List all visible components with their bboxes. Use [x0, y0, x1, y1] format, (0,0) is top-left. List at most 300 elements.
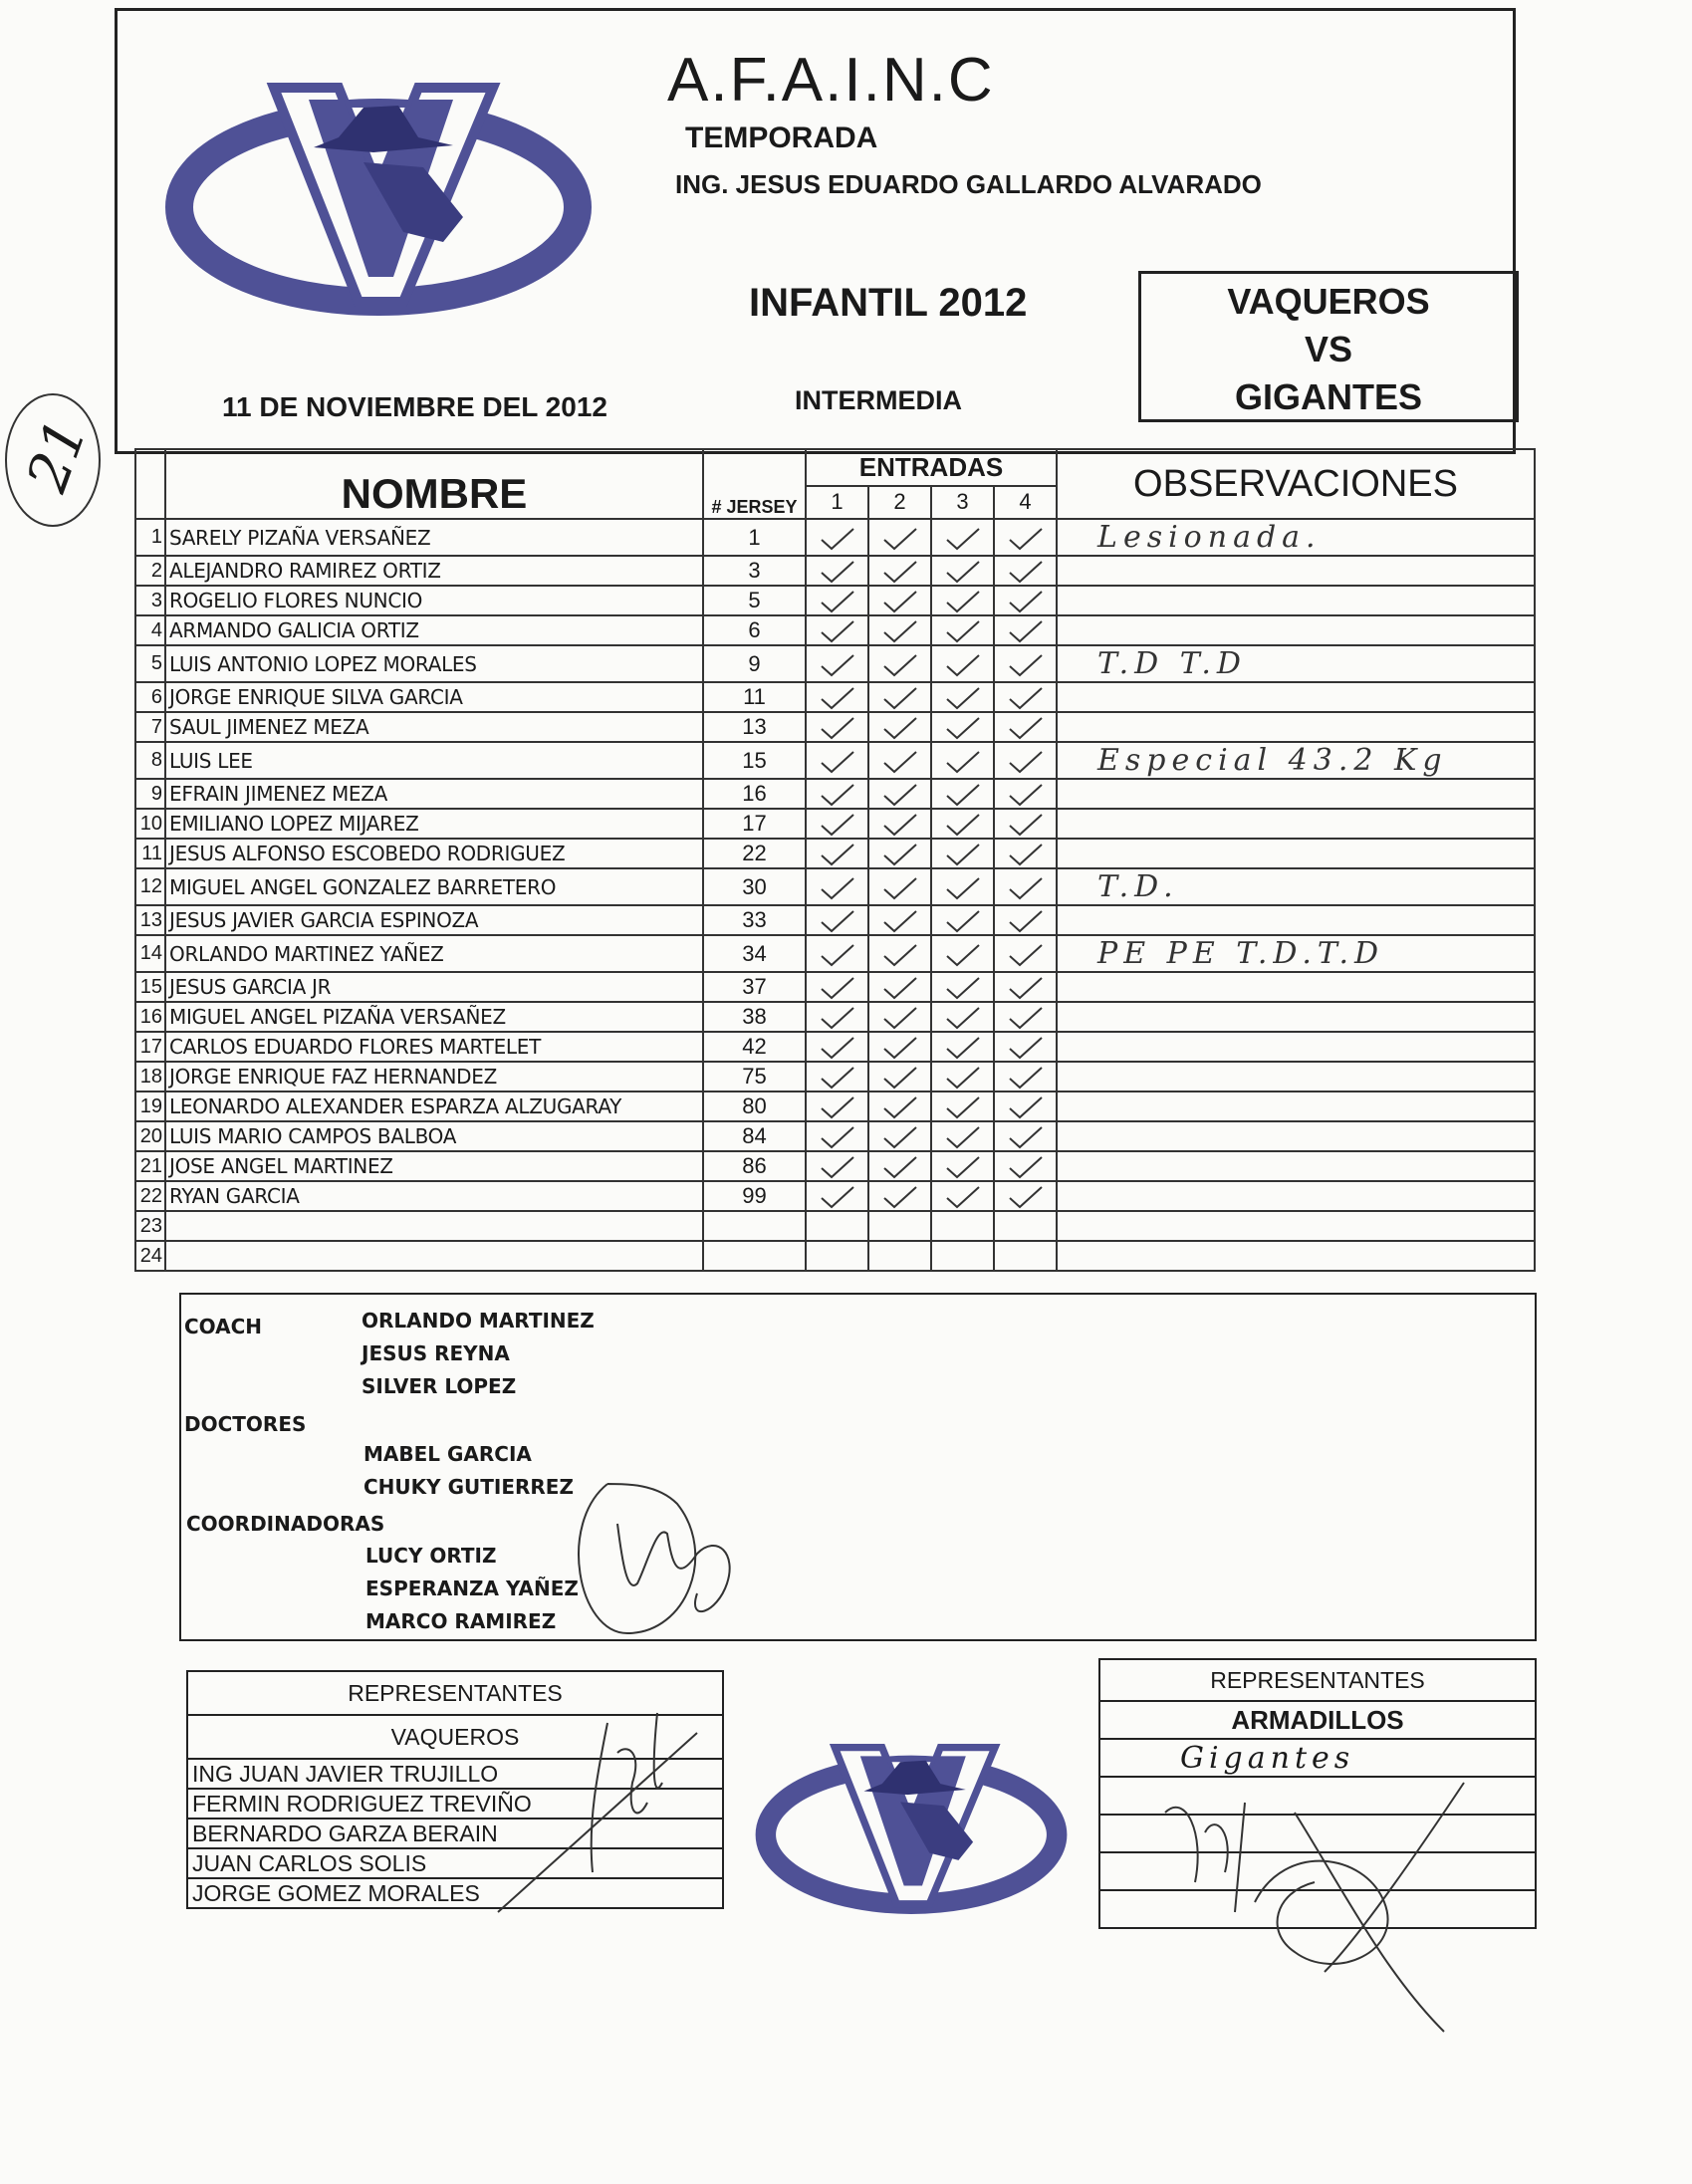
inning-cell — [994, 1211, 1057, 1241]
jersey-header: # JERSEY — [703, 449, 806, 519]
checkmark-icon — [880, 782, 920, 808]
player-name: JORGE ENRIQUE FAZ HERNANDEZ — [165, 1062, 703, 1092]
checkmark-icon — [943, 1035, 983, 1061]
jersey-number: 16 — [703, 779, 806, 809]
checkmark-icon — [818, 589, 857, 614]
reps-left-header: REPRESENTANTES — [187, 1671, 723, 1715]
checkmark-icon — [880, 1005, 920, 1031]
checkmark-icon — [880, 749, 920, 775]
player-name: LUIS MARIO CAMPOS BALBOA — [165, 1121, 703, 1151]
checkmark-icon — [1006, 652, 1046, 678]
rep-name: BERNARDO GARZA BERAIN — [187, 1819, 723, 1848]
player-name: ALEJANDRO RAMIREZ ORTIZ — [165, 556, 703, 586]
inning-cell — [994, 742, 1057, 779]
roster-row — [135, 1032, 1535, 1062]
inning-cell — [806, 1181, 868, 1211]
jersey-number: 3 — [703, 556, 806, 586]
checkmark-icon — [880, 1035, 920, 1061]
coordinator-name: ESPERANZA YAÑEZ — [365, 1577, 579, 1600]
inning-cell — [806, 645, 868, 682]
inning-cell — [806, 972, 868, 1002]
observation — [1057, 1062, 1535, 1092]
checkmark-icon — [880, 875, 920, 901]
inning-cell — [994, 1032, 1057, 1062]
player-name: JESUS GARCIA JR — [165, 972, 703, 1002]
observation — [1057, 972, 1535, 1002]
inning-cell — [868, 645, 931, 682]
home-team: VAQUEROS — [1227, 281, 1430, 322]
roster-row — [135, 779, 1535, 809]
observation: T.D. — [1057, 868, 1535, 905]
checkmark-icon — [1006, 618, 1046, 644]
inning-cell — [806, 1032, 868, 1062]
checkmark-icon — [1006, 942, 1046, 968]
inning-cell — [806, 1151, 868, 1181]
observation — [1057, 1241, 1535, 1271]
checkmark-icon — [818, 942, 857, 968]
inning-cell — [868, 586, 931, 615]
roster-row — [135, 615, 1535, 645]
observation: T.D T.D — [1057, 645, 1535, 682]
inning-cell — [931, 586, 994, 615]
checkmark-icon — [943, 749, 983, 775]
roster-row — [135, 519, 1535, 556]
roster-row — [135, 868, 1535, 905]
inning-cell — [994, 682, 1057, 712]
roster-row — [135, 972, 1535, 1002]
inning-cell — [931, 1151, 994, 1181]
inning-cell — [868, 1211, 931, 1241]
roster-row — [135, 712, 1535, 742]
coordinators-label: COORDINADORAS — [186, 1512, 385, 1536]
observation — [1057, 556, 1535, 586]
checkmark-icon — [1006, 1035, 1046, 1061]
inning-cell — [994, 556, 1057, 586]
name-header: NOMBRE — [165, 449, 703, 519]
inning-cell — [931, 1181, 994, 1211]
inning-cell — [868, 615, 931, 645]
reps-right-header: REPRESENTANTES — [1099, 1659, 1536, 1701]
inning-cell — [868, 712, 931, 742]
away-team: GIGANTES — [1234, 376, 1422, 417]
checkmark-icon — [1006, 908, 1046, 934]
checkmark-icon — [1006, 1005, 1046, 1031]
checkmark-icon — [943, 908, 983, 934]
inning-cell — [868, 1241, 931, 1271]
observation — [1057, 905, 1535, 935]
row-number: 7 — [135, 712, 165, 742]
engineer-name: ING. JESUS EDUARDO GALLARDO ALVARADO — [675, 169, 1262, 199]
signature-icon — [1145, 1753, 1514, 2052]
checkmark-icon — [818, 812, 857, 838]
inning-4-header: 4 — [994, 486, 1057, 519]
inning-cell — [868, 1032, 931, 1062]
player-name: CARLOS EDUARDO FLORES MARTELET — [165, 1032, 703, 1062]
inning-cell — [868, 868, 931, 905]
checkmark-icon — [1006, 526, 1046, 552]
inning-cell — [931, 615, 994, 645]
inning-cell — [806, 615, 868, 645]
jersey-number — [703, 1211, 806, 1241]
checkmark-icon — [943, 1154, 983, 1180]
inning-cell — [931, 1241, 994, 1271]
roster-row — [135, 742, 1535, 779]
org-title: A.F.A.I.N.C — [667, 46, 995, 115]
jersey-number: 80 — [703, 1092, 806, 1121]
inning-cell — [994, 1062, 1057, 1092]
checkmark-icon — [1006, 842, 1046, 867]
checkmark-icon — [943, 1184, 983, 1210]
observation — [1057, 586, 1535, 615]
checkmark-icon — [818, 842, 857, 867]
row-number: 10 — [135, 809, 165, 839]
roster-row — [135, 682, 1535, 712]
checkmark-icon — [818, 1154, 857, 1180]
observation — [1057, 1002, 1535, 1032]
signature-icon — [568, 1464, 767, 1663]
row-number: 9 — [135, 779, 165, 809]
row-number: 22 — [135, 1181, 165, 1211]
inning-cell — [994, 809, 1057, 839]
coach-name: SILVER LOPEZ — [362, 1374, 517, 1398]
checkmark-icon — [1006, 749, 1046, 775]
player-name — [165, 1211, 703, 1241]
rep-name: ING JUAN JAVIER TRUJILLO — [187, 1759, 723, 1789]
jersey-number: 37 — [703, 972, 806, 1002]
inning-cell — [868, 1002, 931, 1032]
vs-label: VS — [1304, 329, 1353, 369]
inning-cell — [868, 972, 931, 1002]
checkmark-icon — [818, 1094, 857, 1120]
observation — [1057, 779, 1535, 809]
inning-cell — [931, 1032, 994, 1062]
roster-row — [135, 839, 1535, 868]
row-number: 23 — [135, 1211, 165, 1241]
signature-icon — [468, 1693, 727, 1932]
checkmark-icon — [818, 1005, 857, 1031]
roster-row — [135, 1062, 1535, 1092]
inning-cell — [994, 1092, 1057, 1121]
checkmark-icon — [943, 875, 983, 901]
observation — [1057, 615, 1535, 645]
roster-row — [135, 905, 1535, 935]
checkmark-icon — [943, 652, 983, 678]
jersey-number: 6 — [703, 615, 806, 645]
row-number: 18 — [135, 1062, 165, 1092]
row-number: 12 — [135, 868, 165, 905]
player-name: RYAN GARCIA — [165, 1181, 703, 1211]
row-number: 8 — [135, 742, 165, 779]
game-date: 11 DE NOVIEMBRE DEL 2012 — [222, 391, 607, 422]
checkmark-icon — [943, 1094, 983, 1120]
inning-cell — [994, 1121, 1057, 1151]
checkmark-icon — [880, 908, 920, 934]
jersey-number: 30 — [703, 868, 806, 905]
checkmark-icon — [1006, 1094, 1046, 1120]
jersey-number: 9 — [703, 645, 806, 682]
player-name: JOSE ANGEL MARTINEZ — [165, 1151, 703, 1181]
inning-cell — [931, 712, 994, 742]
checkmark-icon — [880, 1154, 920, 1180]
division-label: INTERMEDIA — [795, 385, 962, 415]
jersey-number: 17 — [703, 809, 806, 839]
roster-row — [135, 1211, 1535, 1241]
player-name: SARELY PIZAÑA VERSAÑEZ — [165, 519, 703, 556]
jersey-number: 86 — [703, 1151, 806, 1181]
inning-cell — [931, 935, 994, 972]
inning-cell — [994, 519, 1057, 556]
observation — [1057, 1211, 1535, 1241]
doctor-name: MABEL GARCIA — [363, 1442, 532, 1466]
inning-cell — [868, 935, 931, 972]
checkmark-icon — [818, 715, 857, 741]
inning-cell — [868, 1151, 931, 1181]
inning-cell — [868, 839, 931, 868]
observation: Lesionada. — [1057, 519, 1535, 556]
category-label: INFANTIL 2012 — [749, 281, 1028, 325]
inning-cell — [806, 809, 868, 839]
inning-cell — [868, 809, 931, 839]
checkmark-icon — [880, 715, 920, 741]
inning-cell — [931, 809, 994, 839]
observation — [1057, 1092, 1535, 1121]
rep-name: JORGE GOMEZ MORALES — [187, 1878, 723, 1908]
team-logo-icon — [164, 68, 593, 327]
row-number: 1 — [135, 519, 165, 556]
inning-cell — [931, 779, 994, 809]
row-number: 21 — [135, 1151, 165, 1181]
jersey-number: 13 — [703, 712, 806, 742]
inning-cell — [806, 779, 868, 809]
checkmark-icon — [818, 875, 857, 901]
jersey-number: 11 — [703, 682, 806, 712]
inning-cell — [806, 742, 868, 779]
checkmark-icon — [880, 589, 920, 614]
checkmark-icon — [943, 782, 983, 808]
coach-name: JESUS REYNA — [362, 1341, 510, 1365]
player-name: EMILIANO LOPEZ MIJAREZ — [165, 809, 703, 839]
checkmark-icon — [943, 812, 983, 838]
checkmark-icon — [818, 782, 857, 808]
inning-cell — [994, 779, 1057, 809]
inning-cell — [806, 839, 868, 868]
checkmark-icon — [943, 589, 983, 614]
roster-row — [135, 1121, 1535, 1151]
observation — [1057, 1032, 1535, 1062]
checkmark-icon — [818, 559, 857, 585]
inning-cell — [931, 742, 994, 779]
checkmark-icon — [943, 559, 983, 585]
checkmark-icon — [1006, 589, 1046, 614]
roster-row — [135, 586, 1535, 615]
checkmark-icon — [1006, 1124, 1046, 1150]
inning-cell — [806, 1121, 868, 1151]
innings-header: ENTRADAS — [806, 449, 1057, 486]
observation — [1057, 712, 1535, 742]
coordinator-name: LUCY ORTIZ — [365, 1544, 497, 1568]
observation: Especial 43.2 Kg — [1057, 742, 1535, 779]
inning-cell — [931, 1211, 994, 1241]
checkmark-icon — [943, 1005, 983, 1031]
observation — [1057, 1181, 1535, 1211]
inning-cell — [868, 519, 931, 556]
checkmark-icon — [1006, 559, 1046, 585]
checkmark-icon — [880, 652, 920, 678]
row-number: 16 — [135, 1002, 165, 1032]
inning-cell — [806, 1241, 868, 1271]
checkmark-icon — [943, 715, 983, 741]
jersey-number: 5 — [703, 586, 806, 615]
row-number: 5 — [135, 645, 165, 682]
checkmark-icon — [943, 842, 983, 867]
inning-cell — [868, 682, 931, 712]
roster-row — [135, 1092, 1535, 1121]
inning-cell — [994, 1241, 1057, 1271]
inning-cell — [931, 1002, 994, 1032]
checkmark-icon — [943, 975, 983, 1001]
checkmark-icon — [818, 908, 857, 934]
roster-row — [135, 645, 1535, 682]
inning-cell — [994, 645, 1057, 682]
roster-row — [135, 1151, 1535, 1181]
checkmark-icon — [880, 618, 920, 644]
checkmark-icon — [943, 618, 983, 644]
checkmark-icon — [818, 1124, 857, 1150]
inning-cell — [806, 586, 868, 615]
player-name: LUIS ANTONIO LOPEZ MORALES — [165, 645, 703, 682]
checkmark-icon — [818, 618, 857, 644]
observation: PE PE T.D.T.D — [1057, 935, 1535, 972]
checkmark-icon — [943, 942, 983, 968]
inning-cell — [806, 1211, 868, 1241]
team-logo-icon — [742, 1733, 1081, 1922]
inning-cell — [931, 645, 994, 682]
checkmark-icon — [943, 685, 983, 711]
roster-row — [135, 809, 1535, 839]
checkmark-icon — [1006, 685, 1046, 711]
observation — [1057, 839, 1535, 868]
roster-row — [135, 1181, 1535, 1211]
checkmark-icon — [818, 1035, 857, 1061]
inning-cell — [868, 779, 931, 809]
inning-cell — [931, 905, 994, 935]
checkmark-icon — [818, 749, 857, 775]
jersey-number: 22 — [703, 839, 806, 868]
inning-cell — [994, 839, 1057, 868]
inning-cell — [806, 682, 868, 712]
checkmark-icon — [880, 526, 920, 552]
inning-cell — [806, 905, 868, 935]
inning-cell — [806, 1062, 868, 1092]
inning-cell — [806, 868, 868, 905]
checkmark-icon — [880, 942, 920, 968]
jersey-number: 34 — [703, 935, 806, 972]
inning-cell — [931, 839, 994, 868]
checkmark-icon — [943, 1124, 983, 1150]
coordinator-name: MARCO RAMIREZ — [365, 1609, 557, 1633]
checkmark-icon — [880, 1065, 920, 1091]
player-name: ROGELIO FLORES NUNCIO — [165, 586, 703, 615]
player-name: LEONARDO ALEXANDER ESPARZA ALZUGARAY — [165, 1092, 703, 1121]
checkmark-icon — [1006, 715, 1046, 741]
row-number: 17 — [135, 1032, 165, 1062]
jersey-number: 33 — [703, 905, 806, 935]
jersey-number: 99 — [703, 1181, 806, 1211]
jersey-number — [703, 1241, 806, 1271]
player-name: JESUS ALFONSO ESCOBEDO RODRIGUEZ — [165, 839, 703, 868]
roster-row — [135, 1241, 1535, 1271]
row-number: 11 — [135, 839, 165, 868]
player-name: JESUS JAVIER GARCIA ESPINOZA — [165, 905, 703, 935]
inning-cell — [994, 1181, 1057, 1211]
checkmark-icon — [1006, 1065, 1046, 1091]
observation — [1057, 809, 1535, 839]
observation — [1057, 1151, 1535, 1181]
inning-cell — [994, 935, 1057, 972]
roster-row — [135, 935, 1535, 972]
checkmark-icon — [880, 812, 920, 838]
doctor-name: CHUKY GUTIERREZ — [363, 1475, 574, 1499]
inning-cell — [868, 556, 931, 586]
player-name: LUIS LEE — [165, 742, 703, 779]
checkmark-icon — [880, 1124, 920, 1150]
player-name: MIGUEL ANGEL PIZAÑA VERSAÑEZ — [165, 1002, 703, 1032]
inning-cell — [806, 935, 868, 972]
inning-1-header: 1 — [806, 486, 868, 519]
jersey-number: 38 — [703, 1002, 806, 1032]
coach-label: COACH — [184, 1315, 263, 1338]
inning-cell — [994, 972, 1057, 1002]
inning-3-header: 3 — [931, 486, 994, 519]
inning-cell — [806, 519, 868, 556]
checkmark-icon — [1006, 875, 1046, 901]
inning-2-header: 2 — [868, 486, 931, 519]
checkmark-icon — [943, 1065, 983, 1091]
checkmark-icon — [1006, 975, 1046, 1001]
checkmark-icon — [943, 526, 983, 552]
checkmark-icon — [880, 559, 920, 585]
checkmark-icon — [880, 975, 920, 1001]
player-name — [165, 1241, 703, 1271]
matchup-box — [1138, 271, 1519, 422]
inning-cell — [868, 1092, 931, 1121]
inning-cell — [994, 586, 1057, 615]
checkmark-icon — [880, 1184, 920, 1210]
inning-cell — [806, 556, 868, 586]
inning-cell — [931, 556, 994, 586]
checkmark-icon — [818, 975, 857, 1001]
player-name: EFRAIN JIMENEZ MEZA — [165, 779, 703, 809]
inning-cell — [994, 1002, 1057, 1032]
observation — [1057, 1121, 1535, 1151]
inning-cell — [994, 1151, 1057, 1181]
checkmark-icon — [818, 526, 857, 552]
inning-cell — [994, 868, 1057, 905]
jersey-number: 42 — [703, 1032, 806, 1062]
reps-left-team: VAQUEROS — [187, 1715, 723, 1759]
row-number: 24 — [135, 1241, 165, 1271]
checkmark-icon — [1006, 812, 1046, 838]
margin-number: 21 — [14, 410, 101, 501]
inning-cell — [868, 905, 931, 935]
inning-cell — [806, 1092, 868, 1121]
jersey-number: 75 — [703, 1062, 806, 1092]
player-name: ARMANDO GALICIA ORTIZ — [165, 615, 703, 645]
row-number: 4 — [135, 615, 165, 645]
jersey-number: 15 — [703, 742, 806, 779]
inning-cell — [931, 682, 994, 712]
jersey-number: 1 — [703, 519, 806, 556]
